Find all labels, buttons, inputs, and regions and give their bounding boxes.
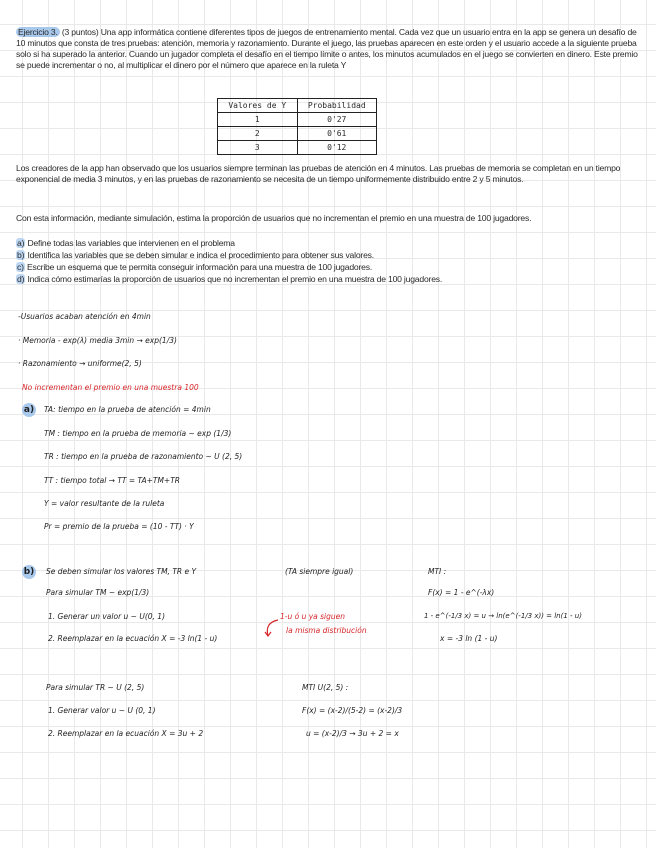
table-cell: 0'12 xyxy=(297,141,377,155)
mti1-title: MTI : xyxy=(428,567,447,576)
simulate-tm-step2: 2. Reemplazar en la ecuación X = -3 ln(1 - u) xyxy=(48,634,218,643)
table-cell: 0'27 xyxy=(297,113,377,127)
question-b xyxy=(16,250,374,261)
probability-table xyxy=(217,98,377,155)
red-note-line2: la misma distribución xyxy=(286,626,367,635)
simulate-header-note: (TA siempre igual) xyxy=(285,567,354,576)
mti1-cdf: F(x) = 1 - e^(-λx) xyxy=(428,588,495,597)
statement-paragraph-3: Con esta información, mediante simulación, estima la proporción de usuarios que no incrementan el premio en una muestra de 100 jugadores. xyxy=(16,213,532,223)
table-header-row xyxy=(218,99,377,113)
table-row xyxy=(218,127,377,141)
table-cell: 2 xyxy=(218,127,298,141)
note-razonamiento: · Razonamiento → uniforme(2, 5) xyxy=(18,359,142,368)
def-tm: TM : tiempo en la prueba de memoria ~ exp (1/3) xyxy=(44,429,232,438)
simulate-tr-step2: 2. Reemplazar en la ecuación X = 3u + 2 xyxy=(48,729,204,738)
def-pr: Pr = premio de la prueba = (10 - TT) · Y xyxy=(44,522,194,531)
table-row xyxy=(218,141,377,155)
table-header-probability: Probabilidad xyxy=(297,99,377,113)
def-ta: TA: tiempo en la prueba de atención = 4min xyxy=(44,405,211,414)
question-text: Escribe un esquema que te permita conseguir información para una muestra de 100 jugadores. xyxy=(24,262,373,272)
def-y: Y = valor resultante de la ruleta xyxy=(44,499,165,508)
question-letter: d) xyxy=(17,274,25,284)
simulate-header: Se deben simular los valores TM, TR e Y xyxy=(46,567,197,576)
simulate-tm-title: Para simular TM ~ exp(1/3) xyxy=(46,588,150,597)
question-letter: b) xyxy=(17,250,25,260)
mti2-result: u = (x-2)/3 → 3u + 2 = x xyxy=(306,729,399,738)
table-row xyxy=(218,113,377,127)
question-c xyxy=(16,262,372,273)
mti2-cdf: F(x) = (x-2)/(5-2) = (x-2)/3 xyxy=(302,706,403,715)
def-tr: TR : tiempo en la prueba de razonamiento ~ U (2, 5) xyxy=(44,452,243,461)
simulate-tr-title: Para simular TR ~ U (2, 5) xyxy=(46,683,145,692)
mti1-equation: 1 - e^(-1/3 x) = u → ln(e^(-1/3 x)) = ln(1 - u) xyxy=(424,612,582,620)
exercise-intro: (3 puntos) Una app informática contiene diferentes tipos de juegos de entrenamiento mental. Cada vez que un usuario entra en la app se genera un desafío de 10 minutos que consta de tres pruebas: atención, memoria y razonamiento. Durante el juego, las pruebas aparecen en este orden y el usuario accede a la siguiente prueba solo si ha superado la anterior. Cuando un jugador completa el desafío en el tiempo límite o antes, los minutos acumulados en el juego se convierten en dinero. Este premio se puede incrementar o no, al multiplicar el dinero por el número que aparece en la ruleta Y xyxy=(16,27,638,70)
table-header-values: Valores de Y xyxy=(218,99,298,113)
question-d xyxy=(16,274,442,285)
question-text: Identifica las variables que se deben simular e indica el procedimiento para obtener sus valores. xyxy=(25,250,374,260)
answer-a-badge: a) xyxy=(23,405,35,415)
red-note-line1: 1-u ó u ya siguen xyxy=(280,612,346,621)
question-letter: a) xyxy=(17,238,25,248)
exercise-label: Ejercicio 3. xyxy=(18,27,58,37)
table-cell: 3 xyxy=(218,141,298,155)
question-text: Define todas las variables que intervienen en el problema xyxy=(25,238,235,248)
statement-paragraph-2: Los creadores de la app han observado que los usuarios siempre terminan las pruebas de atención en 4 minutos. Las pruebas de memoria se completan en un tiempo exponencial de media 3 minutos, y en las pruebas de razonamiento se necesita de un tiempo uniformemente distribuido entre 2 y 5 minutos. xyxy=(16,163,621,184)
question-letter: c) xyxy=(17,262,24,272)
table-cell: 1 xyxy=(218,113,298,127)
question-a xyxy=(16,238,235,249)
simulate-tr-step1: 1. Generar valor u ~ U (0, 1) xyxy=(48,706,156,715)
simulate-tm-step1: 1. Generar un valor u ~ U(0, 1) xyxy=(48,612,166,621)
note-atencion: -Usuarios acaban atención en 4min xyxy=(18,312,151,321)
question-text: Indica cómo estimarías la proporción de usuarios que no incrementan el premio en una muestra de 100 jugadores. xyxy=(25,274,443,284)
note-memoria: · Memoria - exp(λ) media 3min → exp(1/3) xyxy=(18,336,177,345)
note-objective: No incrementan el premio en una muestra 100 xyxy=(22,383,199,392)
exercise-statement xyxy=(16,27,638,71)
answer-b-badge: b) xyxy=(23,567,35,577)
mti2-title: MTI U(2, 5) : xyxy=(302,683,349,692)
mti1-result: x = -3 ln (1 - u) xyxy=(440,634,498,643)
table-cell: 0'61 xyxy=(297,127,377,141)
def-tt: TT : tiempo total → TT = TA+TM+TR xyxy=(44,476,180,485)
red-arrow-icon xyxy=(262,618,282,638)
